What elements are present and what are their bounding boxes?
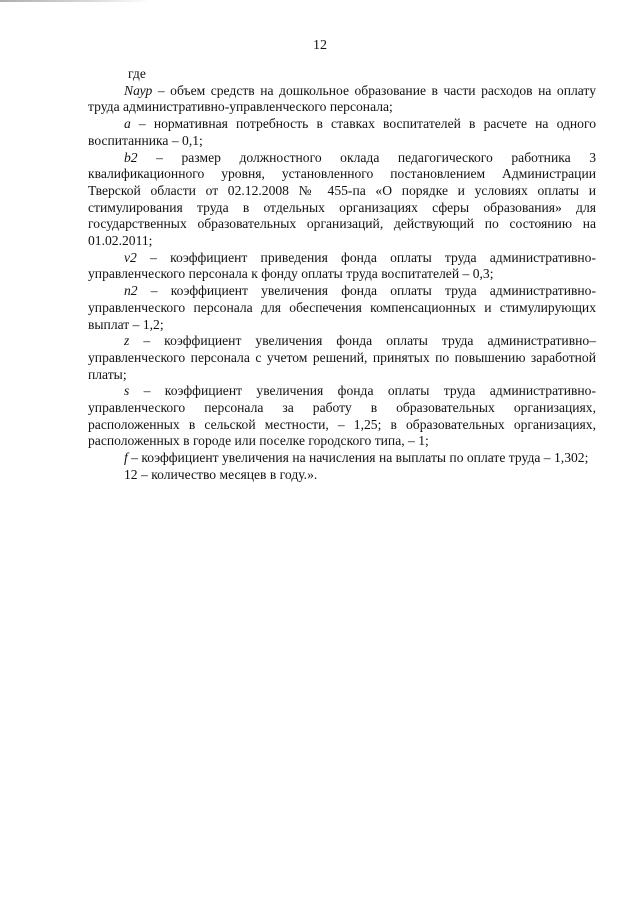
definition-text: – коэффициент увеличения фонда оплаты труда административно-управленческого персонала для обеспечения компенсационных и стимулирующих выплат – 1,2; (88, 283, 596, 332)
intro-word: где (128, 66, 146, 81)
definition-text: – коэффициент увеличения на начисления на выплаты по оплате труда – 1,302; (127, 450, 589, 466)
definition-paragraph (88, 83, 596, 116)
variable-symbol: a (124, 116, 131, 132)
definition-paragraph (88, 150, 596, 250)
document-body (88, 66, 596, 484)
variable-symbol: Nаур (124, 82, 153, 98)
variable-symbol: z (124, 333, 130, 349)
definition-text: 12 – количество месяцев в году.». (124, 466, 318, 482)
variable-symbol: s (124, 383, 130, 399)
definition-text: – коэффициент увеличения фонда оплаты труда административно–управленческого персонала с учетом решений, принятых по повышению заработной платы; (88, 333, 596, 382)
definition-paragraph-months (88, 467, 596, 484)
variable-symbol: v2 (124, 249, 137, 265)
definition-paragraph (88, 383, 596, 450)
definition-paragraph (88, 283, 596, 333)
definition-paragraph (88, 450, 596, 467)
variable-symbol: b2 (124, 149, 138, 165)
definition-text: – объем средств на дошкольное образование в части расходов на оплату труда административно-управленческого персонала; (88, 82, 596, 115)
definition-paragraph (88, 116, 596, 149)
definition-paragraph (88, 333, 596, 383)
definition-paragraph (88, 250, 596, 283)
definition-text: – размер должностного оклада педагогического работника 3 квалификационного уровня, установленного постановлением Администрации Тверской области от 02.12.2008 № 455-па «О порядке и условиях оплаты и стимулирования труда в отдельных организациях сферы образования» для государственных образовательных организаций, действующий по состоянию на 01.02.2011; (88, 149, 596, 249)
page-number: 12 (313, 38, 327, 53)
variable-symbol: n2 (124, 283, 138, 299)
definition-text: – коэффициент увеличения фонда оплаты труда административно-управленческого персонала за работу в образовательных организациях, расположенных в сельской местности, – 1,25; в образовательных организациях, расположенных в городе или поселке городского типа, – 1; (88, 383, 596, 449)
definition-text: – нормативная потребность в ставках воспитателей в расчете на одного воспитанника – 0,1; (88, 116, 596, 148)
definition-text: – коэффициент приведения фонда оплаты труда административно-управленческого персонала к фонду оплаты труда воспитателей – 0,3; (88, 249, 596, 282)
variable-symbol: f (124, 450, 128, 466)
scan-edge-mark (0, 0, 150, 2)
